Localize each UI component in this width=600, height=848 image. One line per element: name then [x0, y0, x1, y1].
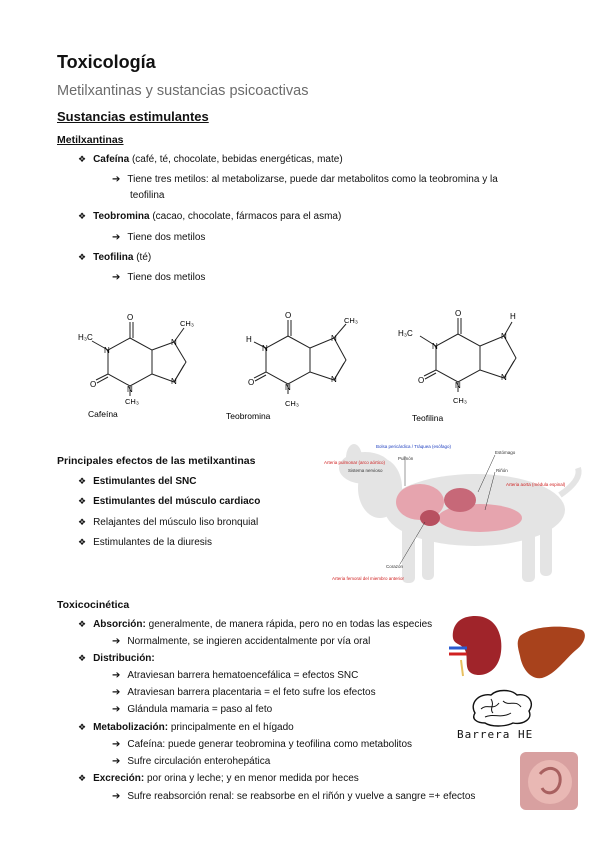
- svg-text:CH₃: CH₃: [285, 399, 299, 408]
- svg-text:N: N: [501, 332, 507, 341]
- svg-text:Riñón: Riñón: [496, 468, 508, 473]
- svg-text:Bolsa pericárdica / Tráquea (e: Bolsa pericárdica / Tráquea (esófago): [376, 444, 452, 449]
- fetus-icon: [520, 752, 578, 810]
- brain-icon: [467, 689, 537, 729]
- list-item: ❖ Estimulantes de la diuresis: [78, 537, 213, 548]
- list-item: ❖ Relajantes del músculo liso bronquial: [78, 517, 259, 528]
- sub-item: ➔ Normalmente, se ingieren accidentalmente por vía oral: [112, 636, 371, 647]
- bullet-icon: ❖: [78, 211, 87, 221]
- list-item: ❖ Estimulantes del músculo cardiaco: [78, 496, 261, 507]
- arrow-icon: ➔: [112, 272, 121, 283]
- bullet-icon: ❖: [78, 773, 87, 783]
- svg-text:N: N: [455, 381, 461, 390]
- sub-item: ➔ Atraviesan barrera placentaria = el feto sufre los efectos: [112, 687, 376, 698]
- svg-text:N: N: [104, 346, 110, 355]
- svg-text:O: O: [90, 380, 97, 389]
- list-item: ❖ Absorción: generalmente, de manera rápida, pero no en todas las especies: [78, 619, 433, 630]
- svg-text:H₃C: H₃C: [78, 333, 93, 342]
- list-item: ❖ Teofilina (té): [78, 252, 152, 263]
- arrow-icon: ➔: [112, 756, 121, 767]
- svg-text:N: N: [127, 385, 133, 394]
- svg-text:N: N: [171, 377, 177, 386]
- sub-item: ➔ Tiene tres metilos: al metabolizarse, puede dar metabolitos como la teobromina y la: [112, 174, 498, 185]
- svg-text:N: N: [285, 383, 291, 392]
- metilxantinas-heading: Metilxantinas: [57, 134, 124, 146]
- svg-text:N: N: [432, 342, 438, 351]
- brain-caption: Barrera HE: [457, 728, 534, 741]
- list-item: ❖ Cafeína (café, té, chocolate, bebidas energéticas, mate): [78, 154, 343, 165]
- svg-text:O: O: [455, 309, 462, 318]
- sub-item: ➔ Atraviesan barrera hematoencefálica = efectos SNC: [112, 670, 359, 681]
- svg-text:N: N: [262, 344, 268, 353]
- liver-icon: [516, 622, 588, 682]
- list-item: ❖ Metabolización: principalmente en el hígado: [78, 722, 294, 733]
- caffeine-structure-icon: [70, 308, 210, 423]
- svg-text:Arteria aorta (médula espinal): Arteria aorta (médula espinal): [506, 482, 566, 487]
- bullet-icon: ❖: [78, 517, 87, 527]
- arrow-icon: ➔: [112, 687, 121, 698]
- bullet-icon: ❖: [78, 619, 87, 629]
- page-title: Toxicología: [57, 52, 156, 72]
- kidney-icon: [445, 612, 505, 680]
- svg-text:H: H: [510, 312, 516, 321]
- bullet-icon: ❖: [78, 154, 87, 164]
- svg-text:N: N: [171, 338, 177, 347]
- arrow-icon: ➔: [112, 636, 121, 647]
- sub-item: ➔ Sufre circulación enterohepática: [112, 756, 271, 767]
- caffeine-label: Cafeína: [88, 409, 118, 419]
- page-subtitle: Metilxantinas y sustancias psicoactivas: [57, 83, 309, 99]
- svg-text:CH₃: CH₃: [344, 316, 358, 325]
- bullet-icon: ❖: [78, 252, 87, 262]
- arrow-icon: ➔: [112, 739, 121, 750]
- bullet-icon: ❖: [78, 722, 87, 732]
- theophylline-structure-icon: [392, 306, 542, 424]
- sub-item-cont: teofilina: [130, 190, 165, 201]
- sub-item: ➔ Sufre reabsorción renal: se reabsorbe en el riñón y vuelve a sangre =+ efectos: [112, 791, 476, 802]
- bullet-icon: ❖: [78, 653, 87, 663]
- sub-item: ➔ Tiene dos metilos: [112, 232, 206, 243]
- dog-anatomy-icon: [310, 440, 590, 590]
- sub-item: ➔ Tiene dos metilos: [112, 272, 206, 283]
- bullet-icon: ❖: [78, 476, 87, 486]
- svg-text:Estómago: Estómago: [495, 450, 516, 455]
- arrow-icon: ➔: [112, 704, 121, 715]
- list-item: ❖ Distribución:: [78, 653, 155, 664]
- svg-text:Arteria femoral del miembro an: Arteria femoral del miembro anterior: [332, 576, 405, 581]
- svg-text:O: O: [127, 313, 134, 322]
- theobromine-structure-icon: [222, 308, 372, 423]
- bullet-icon: ❖: [78, 537, 87, 547]
- svg-text:Corazón: Corazón: [386, 564, 404, 569]
- svg-text:N: N: [331, 375, 337, 384]
- theophylline-label: Teofilina: [412, 413, 444, 423]
- svg-text:N: N: [331, 334, 337, 343]
- svg-text:O: O: [418, 376, 425, 385]
- bullet-icon: ❖: [78, 496, 87, 506]
- arrow-icon: ➔: [112, 791, 121, 802]
- svg-text:CH₃: CH₃: [125, 397, 139, 406]
- arrow-icon: ➔: [112, 174, 121, 185]
- list-item: ❖ Teobromina (cacao, chocolate, fármacos para el asma): [78, 211, 342, 222]
- efectos-heading: Principales efectos de las metilxantinas: [57, 455, 256, 467]
- svg-text:O: O: [248, 378, 255, 387]
- svg-text:Pulmón: Pulmón: [398, 456, 414, 461]
- toxicocinetica-heading: Toxicocinética: [57, 599, 130, 611]
- svg-text:H: H: [246, 335, 252, 344]
- arrow-icon: ➔: [112, 670, 121, 681]
- list-item: ❖ Excreción: por orina y leche; y en menor medida por heces: [78, 773, 359, 784]
- svg-text:O: O: [285, 311, 292, 320]
- svg-text:Sistema nervioso: Sistema nervioso: [348, 468, 383, 473]
- svg-text:N: N: [501, 373, 507, 382]
- arrow-icon: ➔: [112, 232, 121, 243]
- section-heading: Sustancias estimulantes: [57, 109, 209, 124]
- svg-text:H₃C: H₃C: [398, 329, 413, 338]
- sub-item: ➔ Glándula mamaria = paso al feto: [112, 704, 273, 715]
- svg-text:CH₃: CH₃: [453, 396, 467, 405]
- svg-text:CH₃: CH₃: [180, 319, 194, 328]
- sub-item: ➔ Cafeína: puede generar teobromina y teofilina como metabolitos: [112, 739, 413, 750]
- list-item: ❖ Estimulantes del SNC: [78, 476, 197, 487]
- svg-text:Arteria pulmonar (arco aórtico: Arteria pulmonar (arco aórtico): [324, 460, 386, 465]
- theobromine-label: Teobromina: [226, 411, 271, 421]
